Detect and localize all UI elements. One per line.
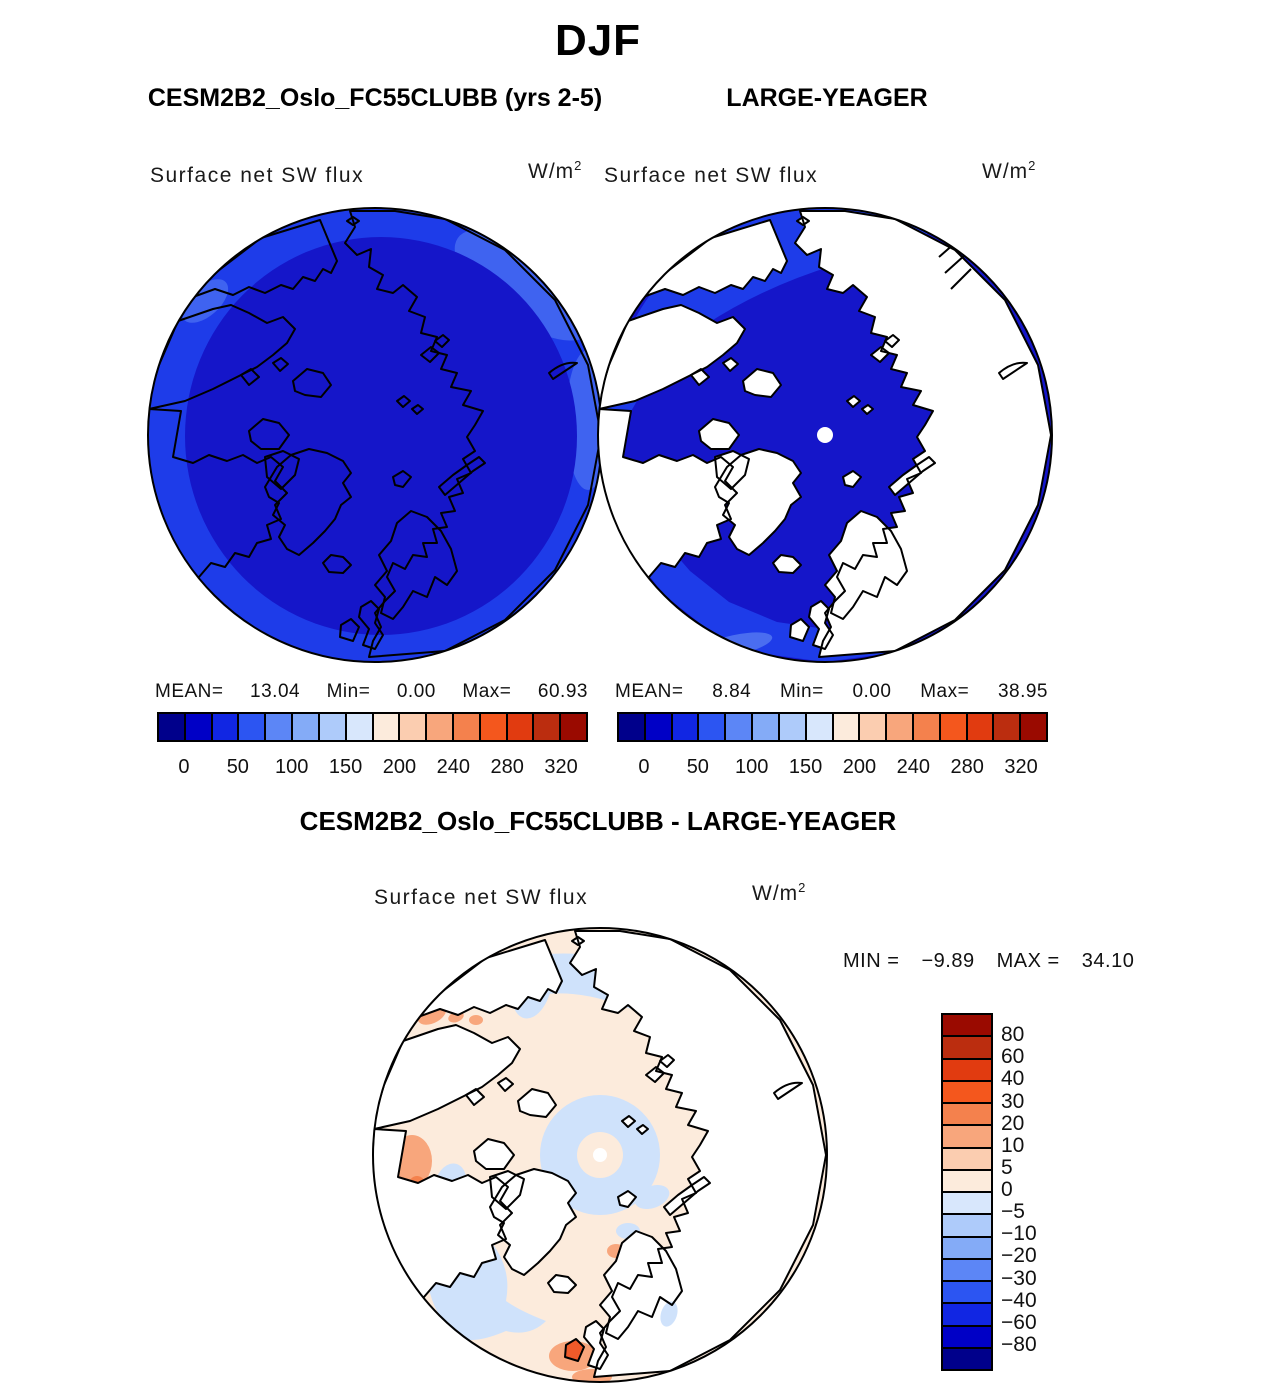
panel-header-model: CESM2B2_Oslo_FC55CLUBB (yrs 2-5) xyxy=(147,84,603,112)
min-value: 0.00 xyxy=(852,681,892,702)
colorbar-segment xyxy=(345,714,372,740)
colorbar-tick-label: 0 xyxy=(638,756,650,778)
units-base: W/m xyxy=(752,882,799,905)
colorbar-segment xyxy=(372,714,399,740)
colorbar-boundary-label: −80 xyxy=(1001,1332,1037,1356)
colorbar-segment xyxy=(644,714,671,740)
colorbar-ticks-obs xyxy=(617,756,1048,780)
colorbar-segment xyxy=(1019,714,1046,740)
colorbar-segment xyxy=(318,714,345,740)
colorbar-segment xyxy=(943,1035,991,1057)
colorbar-obs xyxy=(617,712,1048,742)
colorbar-segment xyxy=(943,1302,991,1324)
colorbar-segment xyxy=(943,1347,991,1369)
colorbar-ticks-model xyxy=(157,756,588,780)
units-base: W/m xyxy=(982,160,1029,183)
colorbar-tick-label: 320 xyxy=(544,756,578,778)
mean-label: MEAN= xyxy=(155,681,224,702)
max-value: 38.95 xyxy=(997,681,1048,702)
colorbar-tick-label: 280 xyxy=(950,756,984,778)
units-label-obs xyxy=(982,158,1036,184)
colorbar-segment xyxy=(479,714,506,740)
colorbar-segment xyxy=(943,1191,991,1213)
stats-model xyxy=(155,681,588,703)
colorbar-segment xyxy=(939,714,966,740)
units-exponent: 2 xyxy=(1028,158,1037,173)
colorbar-boundary-label: 10 xyxy=(1001,1133,1025,1157)
colorbar-segment xyxy=(943,1147,991,1169)
variable-label-diff: Surface net SW flux xyxy=(374,886,589,909)
mean-value: 8.84 xyxy=(712,681,752,702)
colorbar-segment xyxy=(943,1080,991,1102)
colorbar-segment xyxy=(858,714,885,740)
colorbar-diff xyxy=(941,1013,993,1371)
colorbar-segment xyxy=(452,714,479,740)
colorbar-tick-label: 240 xyxy=(436,756,470,778)
colorbar-boundary-label: 30 xyxy=(1001,1089,1025,1113)
colorbar-model xyxy=(157,712,588,742)
colorbar-tick-label: 150 xyxy=(328,756,363,778)
colorbar-segment xyxy=(943,1213,991,1235)
colorbar-segment xyxy=(943,1015,991,1035)
min-value: −9.89 xyxy=(921,950,975,972)
colorbar-segment xyxy=(697,714,724,740)
colorbar-tick-label: 320 xyxy=(1004,756,1038,778)
mean-value: 13.04 xyxy=(250,681,301,702)
colorbar-segment xyxy=(943,1236,991,1258)
colorbar-segment xyxy=(912,714,939,740)
colorbar-labels-diff xyxy=(1001,1013,1071,1371)
map-diff xyxy=(370,925,830,1383)
units-base: W/m xyxy=(528,160,575,183)
colorbar-segment xyxy=(671,714,698,740)
colorbar-segment xyxy=(943,1169,991,1191)
colorbar-tick-label: 100 xyxy=(275,756,309,778)
colorbar-tick-label: 240 xyxy=(896,756,930,778)
colorbar-boundary-label: −10 xyxy=(1001,1222,1037,1246)
colorbar-segment xyxy=(943,1058,991,1080)
pole-dot xyxy=(593,1148,607,1162)
panel-header-obs: LARGE-YEAGER xyxy=(726,84,928,112)
colorbar-segment xyxy=(425,714,452,740)
colorbar-boundary-label: 40 xyxy=(1001,1067,1025,1091)
variable-label-model: Surface net SW flux xyxy=(150,164,365,187)
colorbar-segment xyxy=(532,714,559,740)
colorbar-segment xyxy=(751,714,778,740)
colorbar-tick-label: 200 xyxy=(382,756,417,778)
colorbar-boundary-label: 0 xyxy=(1001,1178,1013,1201)
colorbar-segment xyxy=(559,714,586,740)
max-label: Max= xyxy=(920,681,970,702)
colorbar-boundary-label: −60 xyxy=(1001,1310,1037,1334)
colorbar-boundary-label: 5 xyxy=(1001,1155,1013,1179)
colorbar-segment xyxy=(943,1102,991,1124)
colorbar-tick-label: 150 xyxy=(788,756,823,778)
colorbar-segment xyxy=(211,714,238,740)
max-label: Max= xyxy=(462,681,512,702)
stats-obs xyxy=(615,681,1048,703)
colorbar-tick-label: 0 xyxy=(178,756,190,778)
colorbar-segment xyxy=(966,714,993,740)
pole-dot xyxy=(817,427,833,443)
colorbar-tick-label: 100 xyxy=(735,756,769,778)
min-label: Min= xyxy=(779,681,824,702)
units-label-model xyxy=(528,158,582,184)
colorbar-boundary-label: 60 xyxy=(1001,1045,1025,1069)
mean-label: MEAN= xyxy=(615,681,684,702)
colorbar-boundary-label: 80 xyxy=(1001,1023,1025,1047)
panel-header-diff: CESM2B2_Oslo_FC55CLUBB - LARGE-YEAGER xyxy=(299,806,897,836)
colorbar-segment xyxy=(885,714,912,740)
colorbar-tick-label: 280 xyxy=(490,756,524,778)
map-model xyxy=(145,205,605,665)
figure-title: DJF xyxy=(554,16,642,65)
max-value: 34.10 xyxy=(1081,950,1135,972)
colorbar-segment xyxy=(943,1325,991,1347)
colorbar-segment xyxy=(778,714,805,740)
units-exponent: 2 xyxy=(574,158,583,173)
colorbar-segment xyxy=(992,714,1019,740)
colorbar-segment xyxy=(832,714,859,740)
min-label: Min= xyxy=(326,681,371,702)
min-label: MIN = xyxy=(843,950,900,972)
max-value: 60.93 xyxy=(537,681,588,702)
colorbar-segment xyxy=(506,714,533,740)
colorbar-segment xyxy=(159,714,184,740)
units-label-diff xyxy=(752,880,806,906)
colorbar-tick-label: 200 xyxy=(842,756,877,778)
colorbar-segment xyxy=(184,714,211,740)
colorbar-segment xyxy=(237,714,264,740)
colorbar-segment xyxy=(943,1258,991,1280)
colorbar-segment xyxy=(398,714,425,740)
colorbar-boundary-label: −40 xyxy=(1001,1288,1037,1312)
colorbar-segment xyxy=(724,714,751,740)
colorbar-segment xyxy=(943,1280,991,1302)
units-exponent: 2 xyxy=(798,880,807,895)
max-label: MAX = xyxy=(996,950,1060,972)
colorbar-tick-label: 50 xyxy=(686,756,709,778)
colorbar-segment xyxy=(291,714,318,740)
colorbar-segment xyxy=(943,1124,991,1146)
colorbar-boundary-label: 20 xyxy=(1001,1111,1025,1135)
colorbar-segment xyxy=(805,714,832,740)
variable-label-obs: Surface net SW flux xyxy=(604,164,819,187)
colorbar-segment xyxy=(264,714,291,740)
colorbar-segment xyxy=(619,714,644,740)
colorbar-tick-label: 50 xyxy=(226,756,249,778)
colorbar-boundary-label: −30 xyxy=(1001,1266,1037,1290)
map-obs xyxy=(595,205,1055,665)
min-value: 0.00 xyxy=(396,681,436,702)
colorbar-boundary-label: −5 xyxy=(1001,1200,1025,1224)
colorbar-boundary-label: −20 xyxy=(1001,1244,1037,1268)
stats-diff xyxy=(843,950,1150,973)
